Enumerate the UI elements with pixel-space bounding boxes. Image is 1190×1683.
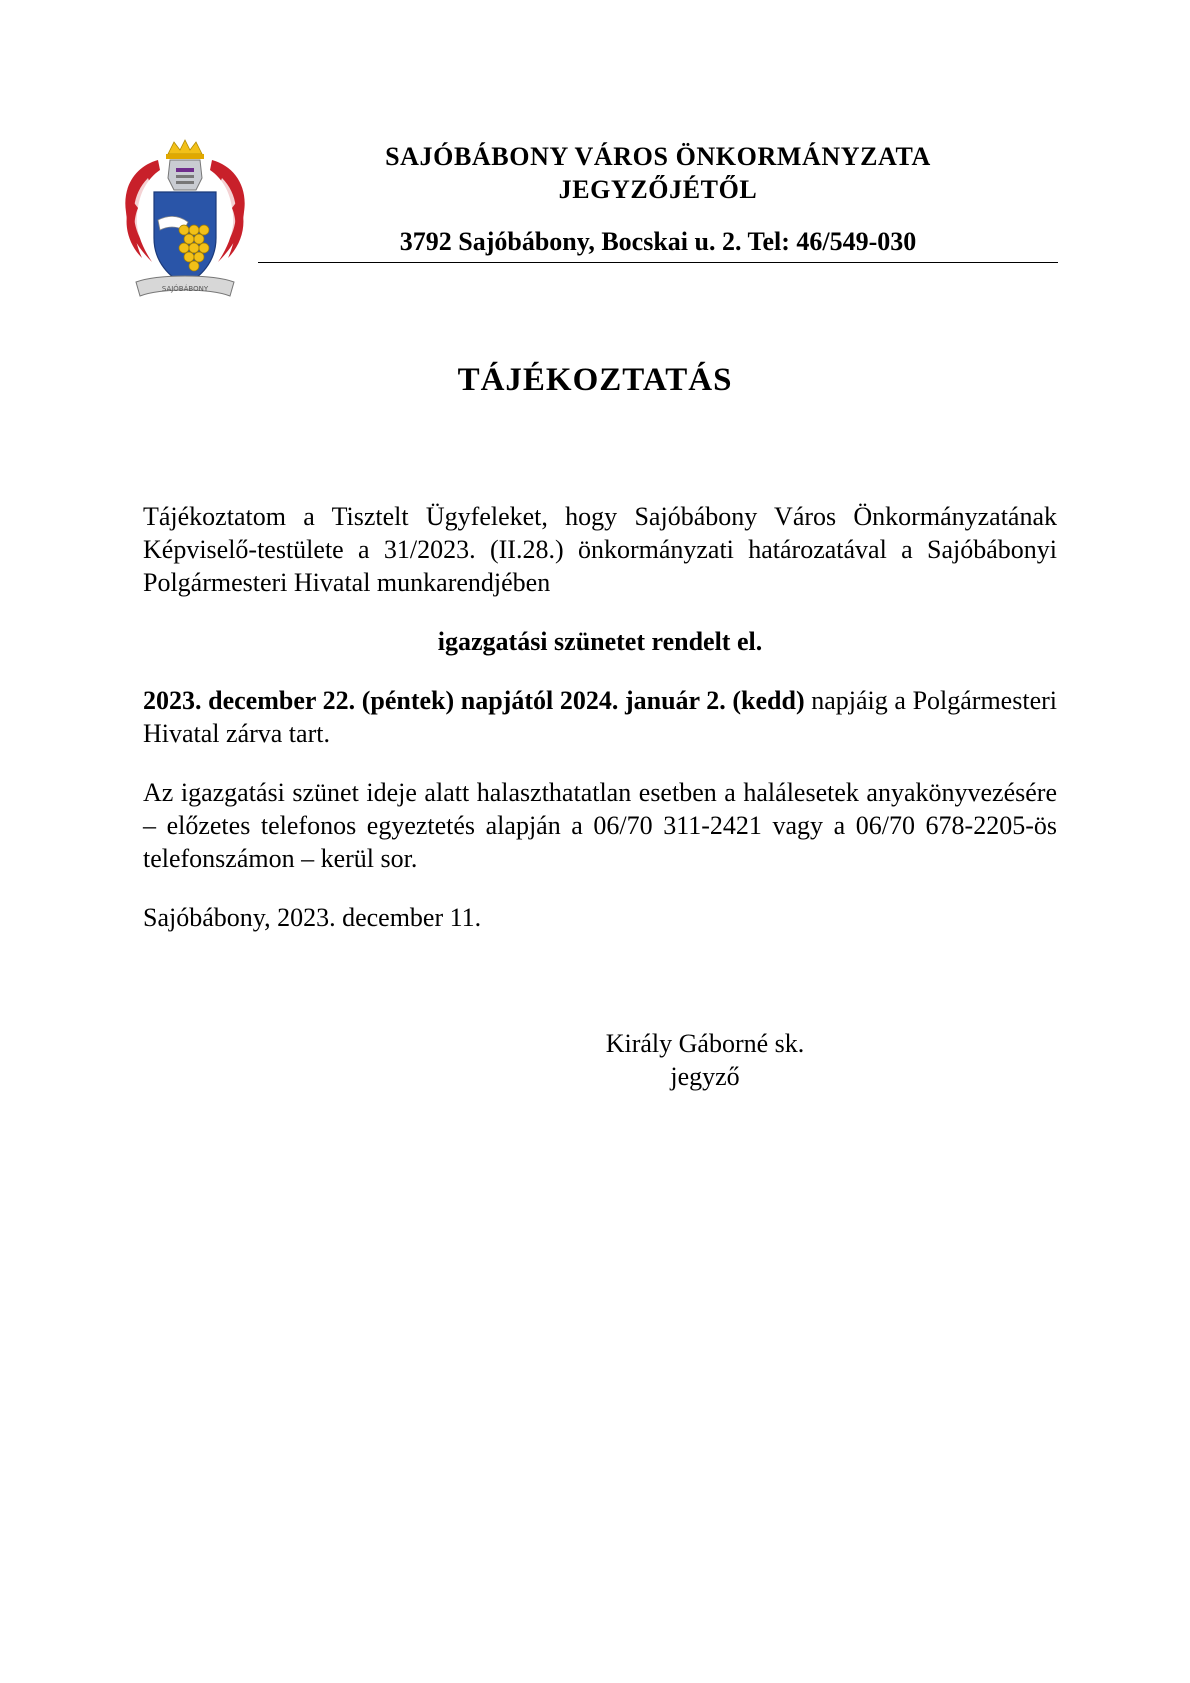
signatory-name: Király Gáborné sk. <box>605 1029 805 1058</box>
dateline: Sajóbábony, 2023. december 11. <box>143 903 482 932</box>
coat-of-arms-icon <box>118 138 252 306</box>
closure-dates: 2023. december 22. (péntek) napjától 2024. január 2. (kedd) <box>143 686 805 715</box>
letterhead <box>258 140 1058 258</box>
signatory-role: jegyző <box>670 1062 740 1091</box>
organization-subtitle: JEGYZŐJÉTŐL <box>558 175 758 204</box>
svg-text:SAJÓBÁBONY: SAJÓBÁBONY <box>161 285 209 293</box>
signature-block <box>580 1027 830 1093</box>
header-divider <box>258 262 1058 263</box>
document-body <box>143 500 1057 934</box>
closure-text: napjáig a Polgármesteri Hivatal zárva tart. <box>143 686 1057 748</box>
closure-period-paragraph <box>143 684 1057 750</box>
organization-address: 3792 Sajóbábony, Bocskai u. 2. Tel: 46/549-030 <box>399 227 917 256</box>
emergency-paragraph: Az igazgatási szünet ideje alatt halaszthatatlan esetben a halálesetek anyakönyvezésére – előzetes telefonos egyeztetés alapján a 06/70 311-2421 vagy a 06/70 678-2205-ös telefonszámon – kerül sor. <box>143 778 1057 873</box>
intro-paragraph: Tájékoztatom a Tisztelt Ügyfeleket, hogy Sajóbábony Város Önkormányzatának Képviselő-testülete a 31/2023. (II.28.) önkormányzati határozatával a Sajóbábonyi Polgármesteri Hivatal munkarendjében <box>143 502 1057 597</box>
organization-name: SAJÓBÁBONY VÁROS ÖNKORMÁNYZATA <box>385 142 931 171</box>
decision-line: igazgatási szünetet rendelt el. <box>437 627 763 656</box>
document-title: TÁJÉKOZTATÁS <box>457 362 733 398</box>
